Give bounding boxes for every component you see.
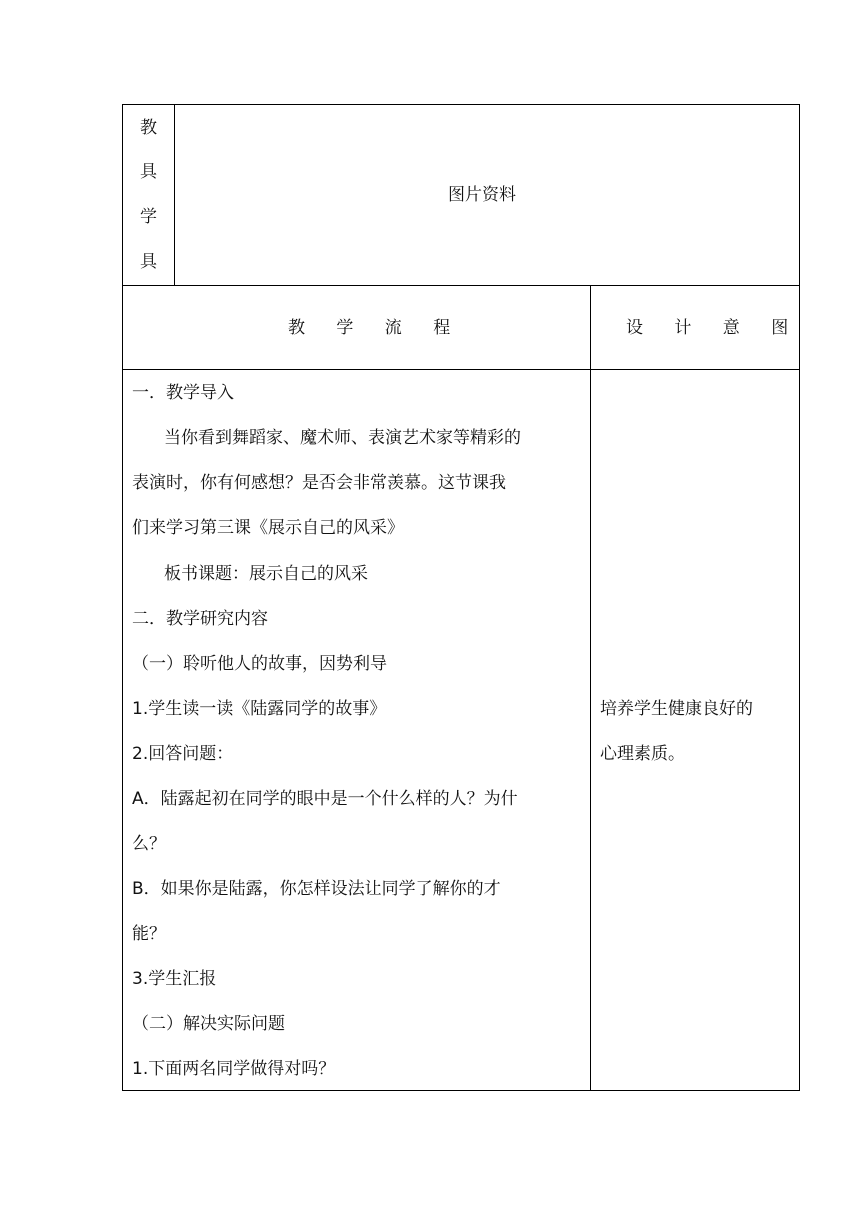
content-line-8: 1.学生读一读《陆露同学的故事》 bbox=[132, 699, 387, 719]
content-line-9: 2.回答问题： bbox=[132, 744, 234, 764]
intent-column-divider bbox=[590, 285, 591, 1091]
content-line-1: 一．教学导入 bbox=[132, 383, 234, 403]
content-line-12: B．如果你是陆露，你怎样设法让同学了解你的才 bbox=[132, 879, 501, 899]
content-line-7: （一）聆听他人的故事，因势利导 bbox=[132, 654, 387, 674]
table-right-border bbox=[799, 104, 800, 1091]
label-char-2: 具 bbox=[140, 162, 157, 182]
table-bottom-border bbox=[122, 1090, 800, 1091]
content-line-3: 表演时，你有何感想？是否会非常羡慕。这节课我 bbox=[132, 473, 506, 493]
design-intent-line-1: 培养学生健康良好的 bbox=[600, 699, 753, 719]
label-char-1: 教 bbox=[140, 118, 157, 138]
content-line-14: 3.学生汇报 bbox=[132, 969, 217, 989]
content-line-15: （二）解决实际问题 bbox=[132, 1014, 285, 1034]
materials-value: 图片资料 bbox=[448, 185, 516, 205]
content-line-11: 么？ bbox=[132, 834, 166, 854]
content-line-2: 当你看到舞蹈家、魔术师、表演艺术家等精彩的 bbox=[164, 428, 521, 448]
content-line-5: 板书课题：展示自己的风采 bbox=[164, 564, 368, 584]
design-intent-line-2: 心理素质。 bbox=[600, 744, 685, 764]
row-divider-1 bbox=[122, 285, 800, 286]
content-line-4: 们来学习第三课《展示自己的风采》 bbox=[132, 518, 404, 538]
table-top-border bbox=[122, 104, 800, 105]
column-header-intent: 设 计 意 图 bbox=[626, 318, 802, 338]
content-line-13: 能？ bbox=[132, 924, 166, 944]
label-char-4: 具 bbox=[140, 252, 157, 272]
label-char-3: 学 bbox=[140, 207, 157, 227]
table-left-border bbox=[122, 104, 123, 1091]
label-column-divider bbox=[174, 104, 175, 286]
row-divider-2 bbox=[122, 369, 800, 370]
column-header-flow: 教 学 流 程 bbox=[288, 318, 464, 338]
content-line-6: 二．教学研究内容 bbox=[132, 609, 268, 629]
content-line-10: A．陆露起初在同学的眼中是一个什么样的人？为什 bbox=[132, 789, 518, 809]
content-line-16: 1.下面两名同学做得对吗？ bbox=[132, 1059, 336, 1079]
